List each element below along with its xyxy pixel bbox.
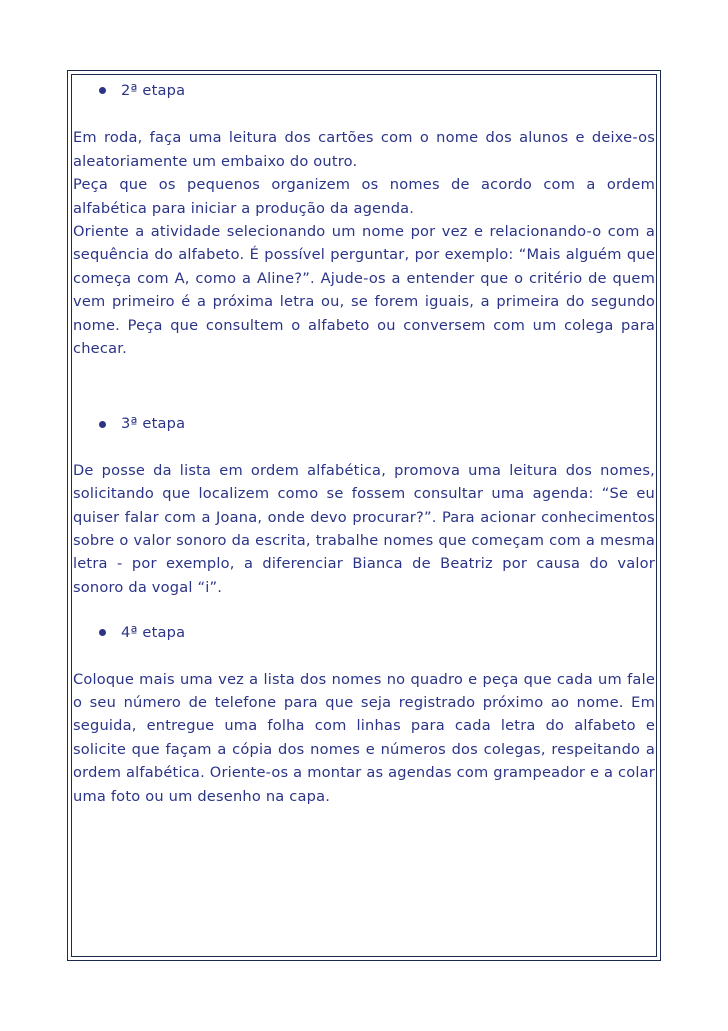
- paragraph: Em roda, faça uma leitura dos cartões com o nome dos alunos e deixe-os aleatoriamente um embaixo do outro.: [73, 129, 655, 170]
- paragraph: Peça que os pequenos organizem os nomes de acordo com a ordem alfabética para iniciar a produção da agenda.: [73, 176, 655, 217]
- paragraph: Oriente a atividade selecionando um nome por vez e relacionando-o com a sequência do alfabeto. É possível perguntar, por exemplo: “Mais alguém que começa com A, como a Aline?”. Ajude-os a entender que o critério de quem vem primeiro é a próxima letra ou, se forem iguais, a primeira do segundo nome. Peça que consultem o alfabeto ou conversem com um colega para checar.: [73, 223, 655, 358]
- section-heading-3: [73, 412, 655, 435]
- bullet-icon: [99, 87, 106, 94]
- paragraph: Coloque mais uma vez a lista dos nomes no quadro e peça que cada um fale o seu número de telefone para que seja registrado próximo ao nome. Em seguida, entregue uma folha com linhas para cada letra do alfabeto e solicite que façam a cópia dos nomes e números dos colegas, respeitando a ordem alfabética. Oriente-os a montar as agendas com grampeador e a colar uma foto ou um desenho na capa.: [73, 670, 655, 805]
- bullet-icon: [99, 421, 106, 428]
- section-title: 3ª etapa: [121, 415, 186, 433]
- section-title: 4ª etapa: [121, 624, 186, 642]
- section-heading-4: [73, 621, 655, 644]
- section-title: 2ª etapa: [121, 82, 186, 99]
- paragraph: De posse da lista em ordem alfabética, promova uma leitura dos nomes, solicitando que localizem como se fossem consultar uma agenda: “Se eu quiser falar com a Joana, onde devo procurar?”. Para acionar conhecimentos sobre o valor sonoro da escrita, trabalhe nomes que começam com a mesma letra - por exemplo, a diferenciar Bianca de Beatriz por causa do valor sonoro da vogal “i”.: [73, 461, 655, 596]
- document-body: [73, 75, 655, 808]
- section-heading-2: [73, 79, 655, 102]
- bullet-icon: [99, 629, 106, 636]
